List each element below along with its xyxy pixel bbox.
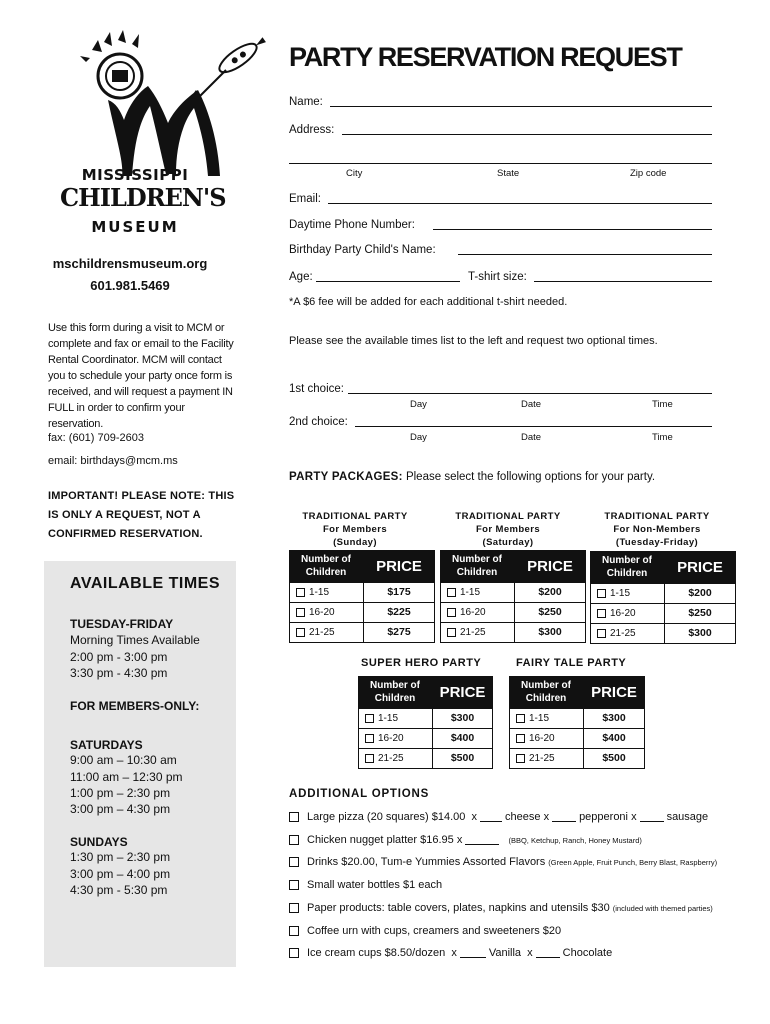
first-choice-label: 1st choice:	[289, 383, 344, 395]
checkbox[interactable]	[447, 608, 456, 617]
paper-checkbox[interactable]	[289, 903, 299, 913]
phone-label: Daytime Phone Number:	[289, 219, 415, 231]
tshirt-fee-note: *A $6 fee will be added for each additional t-shirt needed.	[289, 296, 568, 308]
table-row[interactable]: 16-20 $225	[289, 603, 435, 623]
first-choice-field[interactable]	[348, 393, 712, 394]
fairy-tale-heading: FAIRY TALE PARTY	[516, 657, 627, 669]
museum-logo-icon	[78, 28, 268, 178]
tuesday-friday-heading: TUESDAY-FRIDAY	[70, 617, 174, 631]
phone-number: 601.981.5469	[90, 278, 170, 293]
coffee-option: Coffee urn with cups, creamers and sweeteners $20	[289, 925, 561, 937]
time-line: 1:30 pm – 2:30 pm	[70, 850, 171, 864]
child-name-field[interactable]	[458, 254, 712, 255]
table-row[interactable]: 21-25 $500	[509, 749, 645, 769]
nugget-checkbox[interactable]	[289, 835, 299, 845]
super-hero-heading: SUPER HERO PARTY	[361, 657, 482, 669]
tshirt-field[interactable]	[534, 281, 712, 282]
table-row[interactable]: 21-25 $500	[358, 749, 493, 769]
age-label: Age:	[289, 271, 313, 283]
date-label: Date	[521, 399, 542, 410]
zip-label: Zip code	[630, 168, 667, 179]
sundays-heading: SUNDAYS	[70, 835, 128, 849]
museum-name-line2: CHILDREN'S	[60, 183, 226, 212]
city-label: City	[346, 168, 363, 179]
table-row[interactable]: 16-20 $250	[440, 603, 586, 623]
checkbox[interactable]	[296, 588, 305, 597]
time-line: Morning Times Available	[70, 633, 200, 647]
sausage-qty-field[interactable]	[640, 812, 664, 822]
state-label: State	[497, 168, 520, 179]
trad-sunday-price-table: Number of Children PRICE 1-15 $175 16-20 $225 21-25 $275	[289, 550, 435, 643]
time-line: 2:00 pm - 3:00 pm	[70, 650, 168, 664]
checkbox[interactable]	[365, 734, 374, 743]
child-name-label: Birthday Party Child's Name:	[289, 244, 436, 256]
name-label: Name:	[289, 96, 323, 108]
address-field[interactable]	[342, 134, 712, 135]
time-line: 3:00 pm – 4:30 pm	[70, 802, 171, 816]
fairy-tale-price-table: Number of Children PRICE 1-15 $300 16-20 $400 21-25 $500	[509, 676, 645, 769]
email-field[interactable]	[328, 203, 712, 204]
trad-saturday-heading: TRADITIONAL PARTY For Members (Saturday)	[455, 511, 561, 548]
second-choice-field[interactable]	[355, 426, 712, 427]
table-row[interactable]: 16-20 $400	[358, 729, 493, 749]
table-row[interactable]: 1-15 $200	[590, 584, 736, 604]
checkbox[interactable]	[597, 629, 606, 638]
trad-saturday-price-table: Number of Children PRICE 1-15 $200 16-20 $250 21-25 $300	[440, 550, 586, 643]
party-packages-intro: PARTY PACKAGES: Please select the following options for your party.	[289, 471, 656, 483]
water-checkbox[interactable]	[289, 880, 299, 890]
table-row[interactable]: 1-15 $300	[358, 709, 493, 729]
table-row[interactable]: 1-15 $200	[440, 583, 586, 603]
time-line: 9:00 am – 10:30 am	[70, 753, 177, 767]
museum-name-line1: MISSISSIPPI	[81, 166, 189, 184]
pizza-checkbox[interactable]	[289, 812, 299, 822]
day-label: Day	[410, 432, 427, 443]
second-choice-label: 2nd choice:	[289, 416, 348, 428]
day-label: Day	[410, 399, 427, 410]
chocolate-qty-field[interactable]	[536, 948, 560, 958]
table-row[interactable]: 16-20 $400	[509, 729, 645, 749]
time-line: 4:30 pm - 5:30 pm	[70, 883, 168, 897]
checkbox[interactable]	[296, 628, 305, 637]
checkbox[interactable]	[447, 588, 456, 597]
available-times-title: AVAILABLE TIMES	[70, 575, 221, 592]
website-link[interactable]: mschildrensmuseum.org	[52, 256, 208, 271]
vanilla-qty-field[interactable]	[460, 948, 486, 958]
time-label: Time	[652, 399, 673, 410]
table-row[interactable]: 21-25 $300	[440, 623, 586, 643]
age-field[interactable]	[316, 281, 460, 282]
email-address[interactable]: email: birthdays@mcm.ms	[48, 455, 178, 467]
icecream-option: Ice cream cups $8.50/dozen x Vanilla x Chocolate	[289, 947, 612, 959]
nugget-option: Chicken nugget platter $16.95 x (BBQ, Ketchup, Ranch, Honey Mustard)	[289, 834, 642, 846]
drinks-checkbox[interactable]	[289, 857, 299, 867]
times-note: Please see the available times list to the left and request two optional times.	[289, 335, 658, 347]
coffee-checkbox[interactable]	[289, 926, 299, 936]
time-label: Time	[652, 432, 673, 443]
table-row[interactable]: 21-25 $275	[289, 623, 435, 643]
table-row[interactable]: 1-15 $175	[289, 583, 435, 603]
fax-number: fax: (601) 709-2603	[48, 432, 145, 444]
water-option: Small water bottles $1 each	[289, 879, 442, 891]
saturdays-heading: SATURDAYS	[70, 738, 143, 752]
checkbox[interactable]	[365, 754, 374, 763]
page-title: PARTY RESERVATION REQUEST	[289, 42, 682, 72]
name-field[interactable]	[330, 106, 712, 107]
important-note: IMPORTANT! PLEASE NOTE: THIS IS ONLY A REQUEST, NOT A CONFIRMED RESERVATION.	[48, 490, 235, 540]
trad-sunday-heading: TRADITIONAL PARTY For Members (Sunday)	[302, 511, 408, 548]
available-times-panel	[44, 561, 236, 967]
checkbox[interactable]	[516, 734, 525, 743]
table-row[interactable]: 16-20 $250	[590, 604, 736, 624]
checkbox[interactable]	[447, 628, 456, 637]
checkbox[interactable]	[597, 589, 606, 598]
trad-nonmember-price-table: Number of Children PRICE 1-15 $200 16-20 $250 21-25 $300	[590, 551, 736, 644]
table-row[interactable]: 21-25 $300	[590, 624, 736, 644]
address-label: Address:	[289, 124, 335, 136]
date-label: Date	[521, 432, 542, 443]
checkbox[interactable]	[516, 714, 525, 723]
additional-options-title: ADDITIONAL OPTIONS	[289, 788, 430, 800]
time-line: 3:00 pm – 4:00 pm	[70, 867, 171, 881]
phone-field[interactable]	[433, 229, 712, 230]
paper-option: Paper products: table covers, plates, napkins and utensils $30 (included with themed parties)	[289, 902, 713, 914]
checkbox[interactable]	[516, 754, 525, 763]
tshirt-label: T-shirt size:	[468, 271, 527, 283]
time-line: 11:00 am – 12:30 pm	[70, 770, 183, 784]
trad-nonmember-heading: TRADITIONAL PARTY For Non-Members (Tuesday-Friday)	[604, 511, 710, 548]
checkbox[interactable]	[296, 608, 305, 617]
nugget-qty-field[interactable]	[465, 835, 499, 845]
checkbox[interactable]	[365, 714, 374, 723]
instructions-text: Use this form during a visit to MCM or complete and fax or email to the Facility Rental Coordinator. MCM will contact you to schedule your party once form is received, and will request a payment IN FULL in order to confirm your reservation.	[48, 322, 234, 430]
museum-name-line3: MUSEUM	[91, 218, 179, 236]
table-row[interactable]: 1-15 $300	[509, 709, 645, 729]
pepperoni-qty-field[interactable]	[552, 812, 576, 822]
cheese-qty-field[interactable]	[480, 812, 502, 822]
drinks-option: Drinks $20.00, Tum-e Yummies Assorted Flavors (Green Apple, Fruit Punch, Berry Blast, Raspberry)	[289, 856, 717, 868]
address-line2-field[interactable]	[289, 163, 712, 164]
pizza-option: Large pizza (20 squares) $14.00 x cheese x pepperoni x sausage	[289, 811, 708, 823]
email-label: Email:	[289, 193, 321, 205]
members-only-heading: FOR MEMBERS-ONLY:	[70, 699, 200, 713]
super-hero-price-table: Number of Children PRICE 1-15 $300 16-20 $400 21-25 $500	[358, 676, 493, 769]
icecream-checkbox[interactable]	[289, 948, 299, 958]
checkbox[interactable]	[597, 609, 606, 618]
time-line: 1:00 pm – 2:30 pm	[70, 786, 171, 800]
time-line: 3:30 pm - 4:30 pm	[70, 666, 168, 680]
